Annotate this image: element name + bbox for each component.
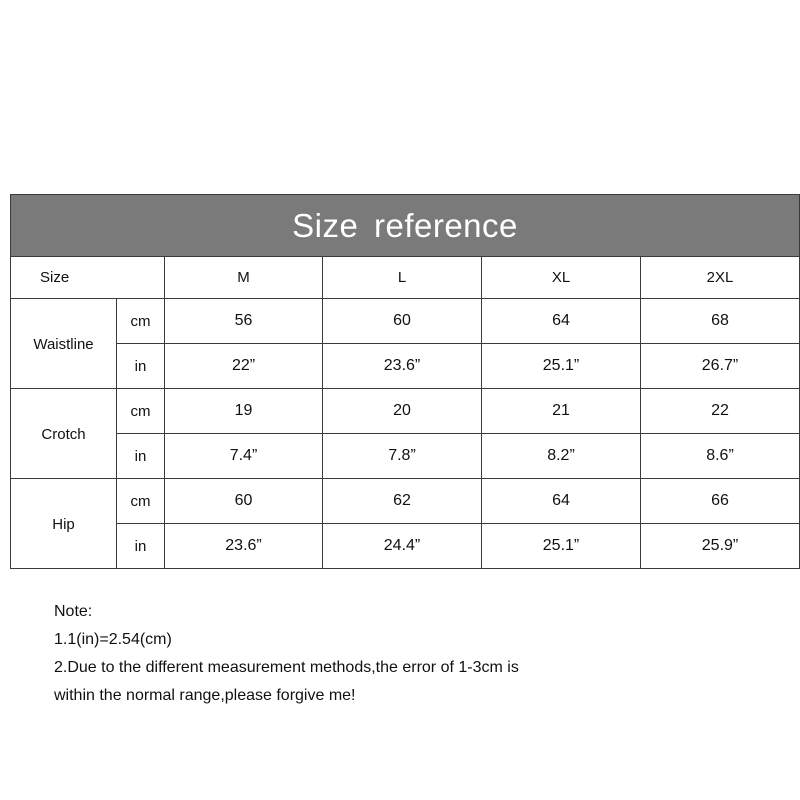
note-line: within the normal range,please forgive me! xyxy=(54,687,356,704)
table-cell: 22 xyxy=(641,389,800,434)
unit-label-cm: cm xyxy=(117,389,165,434)
table-cell: 25.1” xyxy=(482,344,641,389)
table-cell: 60 xyxy=(323,299,482,344)
table-cell: 8.2” xyxy=(482,434,641,479)
table-cell: 62 xyxy=(323,479,482,524)
table-cell: 56 xyxy=(165,299,323,344)
unit-label-cm: cm xyxy=(117,299,165,344)
size-column-header: M xyxy=(165,257,323,299)
table-row xyxy=(11,479,800,524)
table-row xyxy=(11,524,800,569)
table-cell: 22” xyxy=(165,344,323,389)
table-cell: 60 xyxy=(165,479,323,524)
notes-section xyxy=(54,598,754,710)
size-column-header: 2XL xyxy=(641,257,800,299)
table-row xyxy=(11,389,800,434)
metric-label-waistline: Waistline xyxy=(11,299,117,389)
unit-label-in: in xyxy=(117,344,165,389)
table-cell: 8.6” xyxy=(641,434,800,479)
size-column-header: XL xyxy=(482,257,641,299)
table-cell: 25.1” xyxy=(482,524,641,569)
table-cell: 68 xyxy=(641,299,800,344)
size-table-container xyxy=(10,194,799,569)
unit-label-cm: cm xyxy=(117,479,165,524)
table-cell: 24.4” xyxy=(323,524,482,569)
table-cell: 20 xyxy=(323,389,482,434)
table-cell: 25.9” xyxy=(641,524,800,569)
table-cell: 21 xyxy=(482,389,641,434)
unit-label-in: in xyxy=(117,524,165,569)
table-title: Size reference xyxy=(11,195,800,257)
table-cell: 66 xyxy=(641,479,800,524)
size-header-row xyxy=(11,257,800,299)
table-row xyxy=(11,344,800,389)
note-line: 1.1(in)=2.54(cm) xyxy=(54,631,172,648)
table-cell: 19 xyxy=(165,389,323,434)
table-cell: 64 xyxy=(482,479,641,524)
metric-label-crotch: Crotch xyxy=(11,389,117,479)
table-title-row xyxy=(11,195,800,257)
size-column-header: L xyxy=(323,257,482,299)
table-cell: 7.8” xyxy=(323,434,482,479)
table-cell: 23.6” xyxy=(165,524,323,569)
table-row xyxy=(11,434,800,479)
table-cell: 64 xyxy=(482,299,641,344)
size-reference-table xyxy=(10,194,800,569)
table-cell: 23.6” xyxy=(323,344,482,389)
unit-label-in: in xyxy=(117,434,165,479)
table-cell: 7.4” xyxy=(165,434,323,479)
table-cell: 26.7” xyxy=(641,344,800,389)
notes-heading: Note: xyxy=(54,603,93,620)
size-header-label: Size xyxy=(11,257,165,299)
note-line: 2.Due to the different measurement methods,the error of 1-3cm is xyxy=(54,659,519,676)
table-row xyxy=(11,299,800,344)
metric-label-hip: Hip xyxy=(11,479,117,569)
